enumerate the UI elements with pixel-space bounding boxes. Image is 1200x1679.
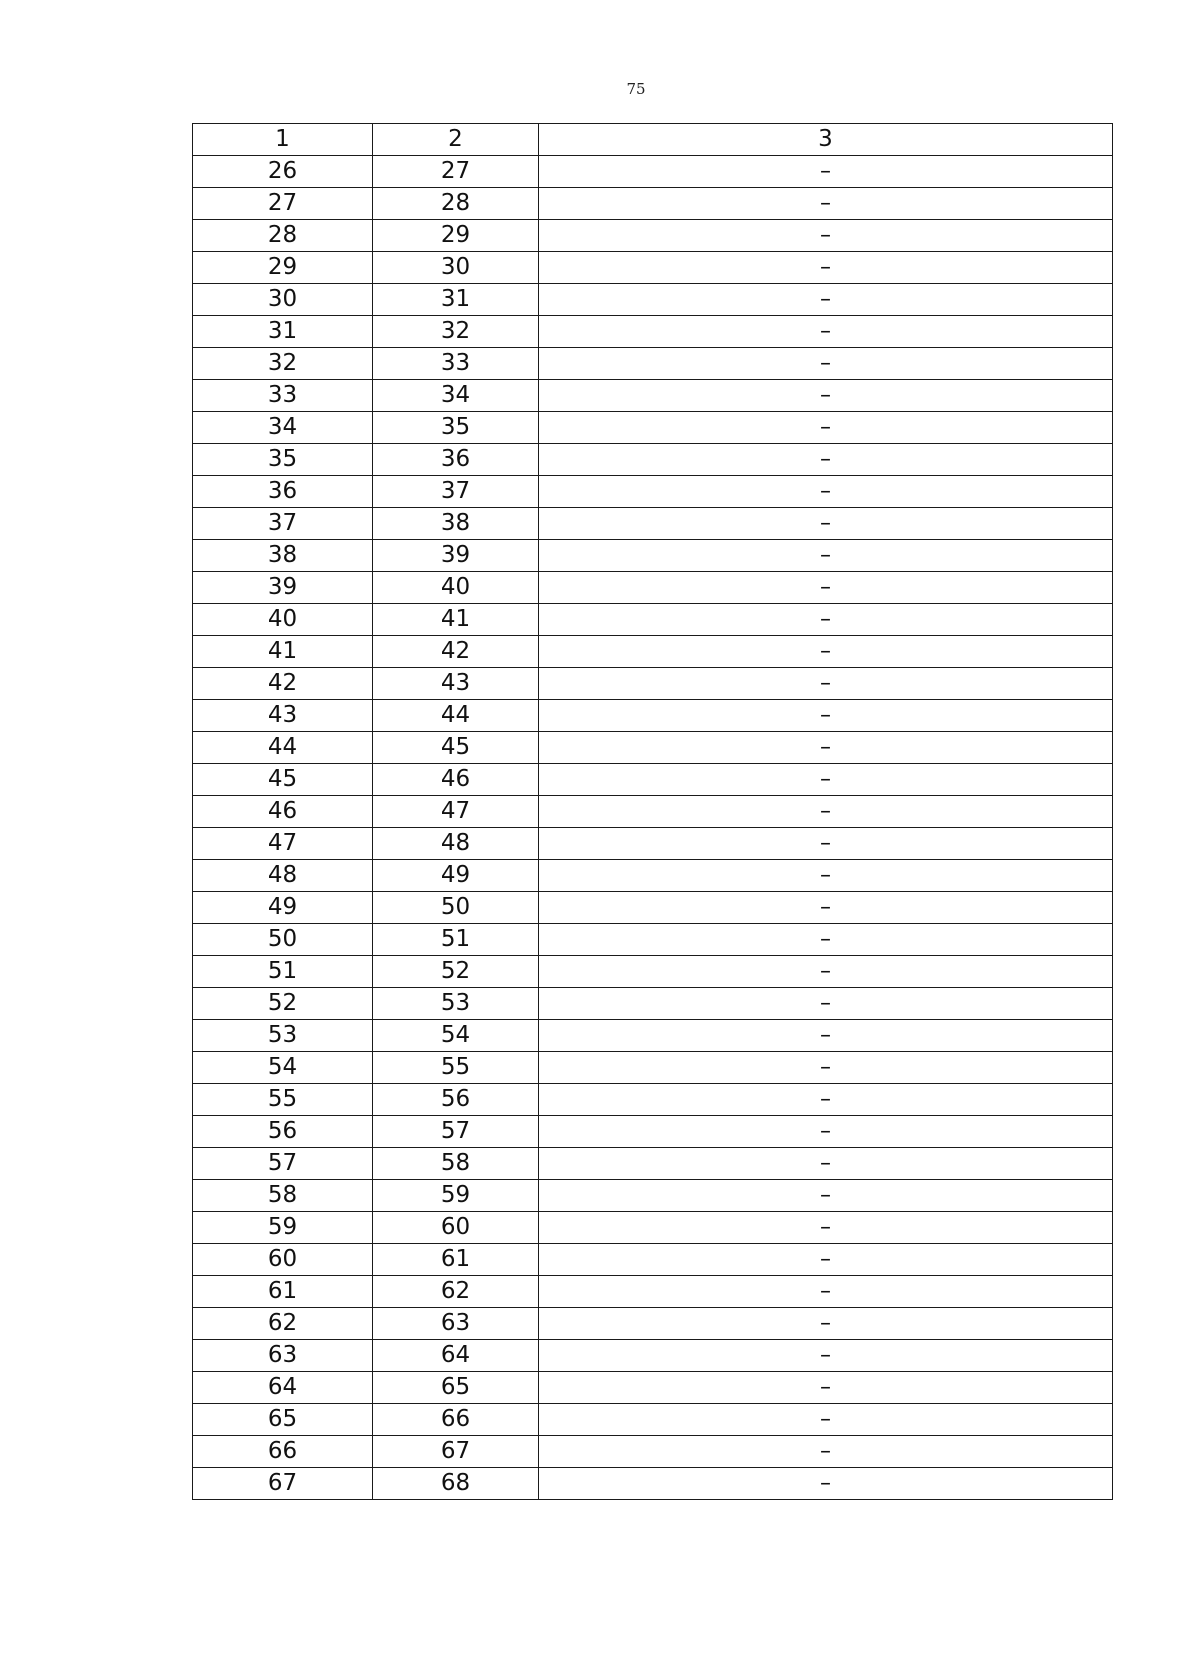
table-cell-col-1: 32 — [193, 348, 373, 380]
table-cell-col-2: 53 — [373, 988, 539, 1020]
table-row — [193, 956, 1113, 988]
table-cell-col-2: 47 — [373, 796, 539, 828]
table-row — [193, 220, 1113, 252]
table-cell-col-1: 33 — [193, 380, 373, 412]
table-row — [193, 988, 1113, 1020]
table-cell-col-2: 65 — [373, 1372, 539, 1404]
table-row — [193, 860, 1113, 892]
table-cell-col-1: 37 — [193, 508, 373, 540]
column-header-3: 3 — [539, 124, 1113, 156]
table-row — [193, 348, 1113, 380]
table-cell-col-1: 27 — [193, 188, 373, 220]
table-cell-col-2: 62 — [373, 1276, 539, 1308]
table-cell-col-2: 51 — [373, 924, 539, 956]
table-row — [193, 1020, 1113, 1052]
table-cell-col-3: – — [539, 412, 1113, 444]
table-cell-col-3: – — [539, 476, 1113, 508]
table-cell-col-1: 44 — [193, 732, 373, 764]
table-row — [193, 1212, 1113, 1244]
table-cell-col-1: 56 — [193, 1116, 373, 1148]
table-cell-col-2: 29 — [373, 220, 539, 252]
table-cell-col-2: 64 — [373, 1340, 539, 1372]
table-cell-col-3: – — [539, 252, 1113, 284]
data-table — [192, 123, 1113, 1500]
table-cell-col-1: 30 — [193, 284, 373, 316]
table-row — [193, 444, 1113, 476]
table-cell-col-1: 49 — [193, 892, 373, 924]
table-row — [193, 1084, 1113, 1116]
table-cell-col-1: 53 — [193, 1020, 373, 1052]
table-cell-col-1: 61 — [193, 1276, 373, 1308]
table-cell-col-2: 37 — [373, 476, 539, 508]
table-cell-col-2: 55 — [373, 1052, 539, 1084]
table-cell-col-1: 46 — [193, 796, 373, 828]
table-cell-col-3: – — [539, 284, 1113, 316]
table-cell-col-3: – — [539, 1244, 1113, 1276]
table-cell-col-2: 50 — [373, 892, 539, 924]
table-row — [193, 540, 1113, 572]
table-cell-col-3: – — [539, 1404, 1113, 1436]
table-cell-col-3: – — [539, 924, 1113, 956]
table-row — [193, 1276, 1113, 1308]
table-row — [193, 1404, 1113, 1436]
table-cell-col-3: – — [539, 1052, 1113, 1084]
table-cell-col-2: 33 — [373, 348, 539, 380]
table-row — [193, 572, 1113, 604]
table-row — [193, 252, 1113, 284]
table-cell-col-1: 52 — [193, 988, 373, 1020]
table-cell-col-2: 56 — [373, 1084, 539, 1116]
table-cell-col-3: – — [539, 220, 1113, 252]
table-cell-col-1: 62 — [193, 1308, 373, 1340]
table-row — [193, 796, 1113, 828]
table-cell-col-1: 34 — [193, 412, 373, 444]
table-cell-col-2: 61 — [373, 1244, 539, 1276]
table-row — [193, 1116, 1113, 1148]
table-cell-col-2: 40 — [373, 572, 539, 604]
table-cell-col-1: 51 — [193, 956, 373, 988]
table-cell-col-1: 54 — [193, 1052, 373, 1084]
table-cell-col-3: – — [539, 508, 1113, 540]
table-body — [193, 124, 1113, 1500]
table-cell-col-3: – — [539, 988, 1113, 1020]
table-row — [193, 188, 1113, 220]
table-cell-col-2: 27 — [373, 156, 539, 188]
table-cell-col-1: 36 — [193, 476, 373, 508]
table-row — [193, 604, 1113, 636]
table-cell-col-3: – — [539, 1372, 1113, 1404]
table-cell-col-3: – — [539, 348, 1113, 380]
table-cell-col-1: 48 — [193, 860, 373, 892]
table-row — [193, 668, 1113, 700]
table-row — [193, 892, 1113, 924]
table-cell-col-2: 60 — [373, 1212, 539, 1244]
table-cell-col-2: 63 — [373, 1308, 539, 1340]
table-row — [193, 1180, 1113, 1212]
table-cell-col-3: – — [539, 1148, 1113, 1180]
table-row — [193, 1148, 1113, 1180]
page-number: 75 — [626, 80, 646, 98]
table-cell-col-2: 68 — [373, 1468, 539, 1500]
table-cell-col-1: 50 — [193, 924, 373, 956]
column-header-2: 2 — [373, 124, 539, 156]
table-cell-col-3: – — [539, 1276, 1113, 1308]
table-cell-col-2: 45 — [373, 732, 539, 764]
table-cell-col-1: 40 — [193, 604, 373, 636]
table-row — [193, 508, 1113, 540]
table-cell-col-2: 44 — [373, 700, 539, 732]
table-cell-col-1: 41 — [193, 636, 373, 668]
table-cell-col-3: – — [539, 156, 1113, 188]
table-cell-col-3: – — [539, 1084, 1113, 1116]
table-cell-col-3: – — [539, 1180, 1113, 1212]
table-row — [193, 284, 1113, 316]
table-cell-col-2: 66 — [373, 1404, 539, 1436]
table-header-row — [193, 124, 1113, 156]
table-row — [193, 1436, 1113, 1468]
table-row — [193, 764, 1113, 796]
table-cell-col-3: – — [539, 796, 1113, 828]
table-cell-col-1: 45 — [193, 764, 373, 796]
table-cell-col-2: 39 — [373, 540, 539, 572]
table-cell-col-3: – — [539, 1212, 1113, 1244]
table-cell-col-3: – — [539, 1340, 1113, 1372]
table-row — [193, 412, 1113, 444]
table-cell-col-3: – — [539, 956, 1113, 988]
table-cell-col-3: – — [539, 1116, 1113, 1148]
table-cell-col-1: 29 — [193, 252, 373, 284]
table-cell-col-3: – — [539, 1020, 1113, 1052]
table-cell-col-1: 63 — [193, 1340, 373, 1372]
table-row — [193, 1244, 1113, 1276]
table-row — [193, 1468, 1113, 1500]
table-cell-col-3: – — [539, 732, 1113, 764]
table-cell-col-2: 42 — [373, 636, 539, 668]
table-cell-col-2: 34 — [373, 380, 539, 412]
table-cell-col-2: 28 — [373, 188, 539, 220]
table-cell-col-3: – — [539, 828, 1113, 860]
table-cell-col-3: – — [539, 1436, 1113, 1468]
table-row — [193, 700, 1113, 732]
table-cell-col-1: 42 — [193, 668, 373, 700]
table-cell-col-3: – — [539, 604, 1113, 636]
table-row — [193, 732, 1113, 764]
table-cell-col-3: – — [539, 188, 1113, 220]
table-cell-col-3: – — [539, 892, 1113, 924]
table-cell-col-3: – — [539, 1308, 1113, 1340]
table-cell-col-1: 43 — [193, 700, 373, 732]
table-cell-col-1: 59 — [193, 1212, 373, 1244]
table-cell-col-1: 31 — [193, 316, 373, 348]
table-cell-col-2: 32 — [373, 316, 539, 348]
table-cell-col-3: – — [539, 636, 1113, 668]
table-cell-col-1: 57 — [193, 1148, 373, 1180]
table-cell-col-1: 66 — [193, 1436, 373, 1468]
table-cell-col-2: 46 — [373, 764, 539, 796]
table-cell-col-1: 39 — [193, 572, 373, 604]
table-cell-col-1: 38 — [193, 540, 373, 572]
table-cell-col-1: 65 — [193, 1404, 373, 1436]
table-cell-col-1: 28 — [193, 220, 373, 252]
column-header-1: 1 — [193, 124, 373, 156]
table-cell-col-3: – — [539, 1468, 1113, 1500]
table-row — [193, 1052, 1113, 1084]
table-cell-col-3: – — [539, 540, 1113, 572]
table-cell-col-3: – — [539, 860, 1113, 892]
table-cell-col-2: 36 — [373, 444, 539, 476]
table-cell-col-2: 54 — [373, 1020, 539, 1052]
table-cell-col-3: – — [539, 444, 1113, 476]
table-row — [193, 636, 1113, 668]
table-cell-col-2: 59 — [373, 1180, 539, 1212]
table-row — [193, 476, 1113, 508]
table-cell-col-3: – — [539, 316, 1113, 348]
table-cell-col-1: 60 — [193, 1244, 373, 1276]
table-row — [193, 1340, 1113, 1372]
table-cell-col-3: – — [539, 572, 1113, 604]
table-cell-col-3: – — [539, 700, 1113, 732]
table-cell-col-1: 64 — [193, 1372, 373, 1404]
table-cell-col-1: 55 — [193, 1084, 373, 1116]
table-cell-col-3: – — [539, 764, 1113, 796]
table-cell-col-2: 38 — [373, 508, 539, 540]
table-cell-col-2: 48 — [373, 828, 539, 860]
table-row — [193, 156, 1113, 188]
data-table-container — [192, 123, 1112, 1500]
table-row — [193, 1308, 1113, 1340]
table-cell-col-2: 43 — [373, 668, 539, 700]
table-cell-col-2: 49 — [373, 860, 539, 892]
table-row — [193, 1372, 1113, 1404]
table-row — [193, 380, 1113, 412]
table-cell-col-3: – — [539, 380, 1113, 412]
table-cell-col-2: 58 — [373, 1148, 539, 1180]
table-cell-col-1: 35 — [193, 444, 373, 476]
table-cell-col-2: 67 — [373, 1436, 539, 1468]
table-cell-col-2: 31 — [373, 284, 539, 316]
table-row — [193, 316, 1113, 348]
table-row — [193, 924, 1113, 956]
table-cell-col-1: 47 — [193, 828, 373, 860]
table-cell-col-3: – — [539, 668, 1113, 700]
table-row — [193, 828, 1113, 860]
table-cell-col-2: 30 — [373, 252, 539, 284]
table-cell-col-2: 52 — [373, 956, 539, 988]
table-cell-col-1: 58 — [193, 1180, 373, 1212]
table-cell-col-2: 41 — [373, 604, 539, 636]
table-cell-col-2: 57 — [373, 1116, 539, 1148]
table-cell-col-1: 26 — [193, 156, 373, 188]
table-cell-col-2: 35 — [373, 412, 539, 444]
table-cell-col-1: 67 — [193, 1468, 373, 1500]
